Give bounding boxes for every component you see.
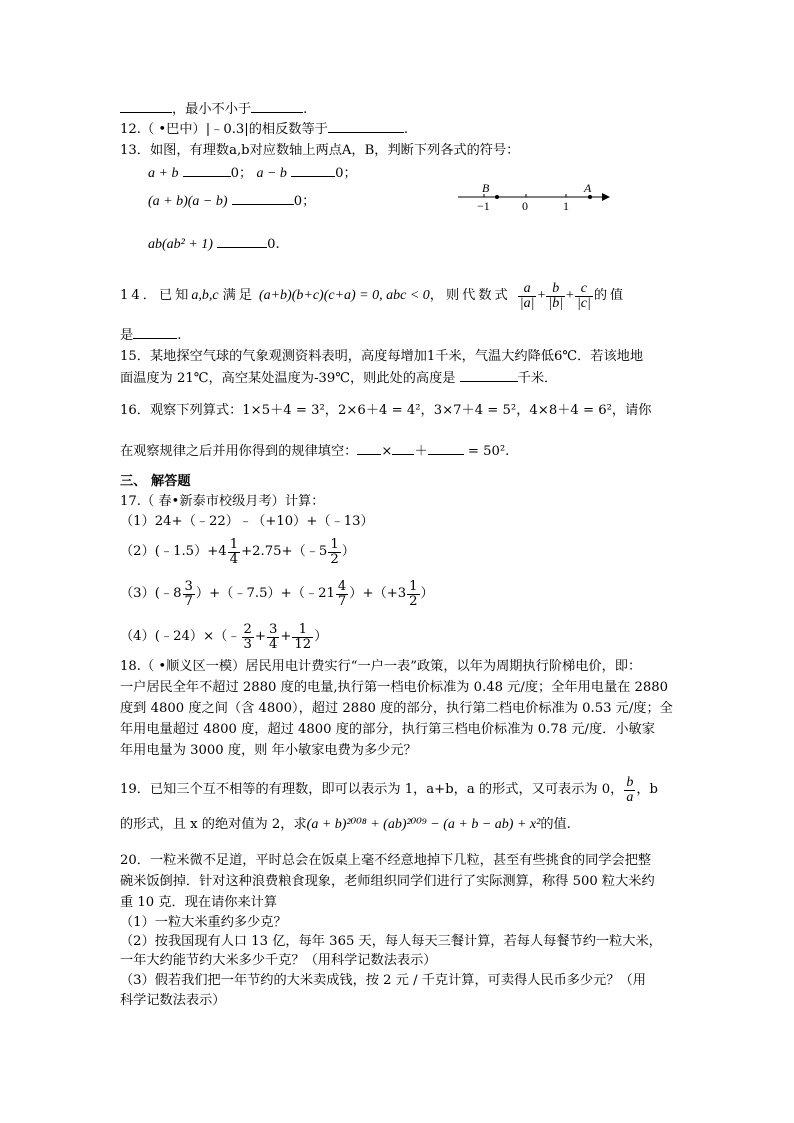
fraction: $\frac{2}{3}$: [243, 621, 252, 652]
q15-text: 面温度为 21℃，高空某处温度为-39℃，则此处的高度是: [120, 371, 456, 386]
q17-text: ）+（﹣7.5）+（﹣21: [195, 586, 335, 601]
q17-text: （3）(﹣8: [120, 586, 182, 601]
answer-blank: [120, 100, 172, 113]
period: .: [177, 328, 182, 343]
section-heading: 三、 解答题: [120, 474, 191, 489]
q12-text: 12.（ •巴中）|﹣0.3|的相反数等于: [120, 122, 328, 137]
q18-line: 度到 4800 度之间（含 4800），超过 2880 度的部分，执行第二档电价标准为 0.53 元/度；全: [120, 701, 673, 716]
q13-expr: a − b: [256, 166, 287, 181]
q19-line1: [120, 770, 658, 810]
answer-blank: [328, 120, 404, 133]
q13-expr: ab(ab² + 1): [148, 237, 213, 252]
answer-blank: [133, 326, 177, 339]
q14-text: ，则代数式: [429, 288, 511, 303]
q11-text: ，最小不小于: [172, 102, 252, 117]
q11-tail-line: [120, 100, 307, 119]
q14-text: 满足: [222, 288, 255, 303]
point-a-label: A: [584, 181, 592, 195]
fraction-a: $\frac{a}{|a|}$: [519, 280, 535, 311]
fraction: $\frac{1}{4}$: [229, 536, 239, 567]
point-b-label: B: [482, 181, 490, 195]
fraction: $\frac{3}{4}$: [268, 621, 278, 652]
q13-expr: a + b: [148, 166, 179, 181]
q13-intro: 13．如图，有理数a,b对应数轴上两点A，B，判断下列各式的符号：: [120, 143, 520, 158]
answer-blank: [217, 235, 267, 248]
q17-op: +: [254, 629, 266, 644]
q19-expression: (a + b)²⁰⁰⁸ + (ab)²⁰⁰⁹ − (a + b − ab) + x²: [306, 817, 541, 832]
q17-part4: [120, 620, 327, 654]
q18-line: 一户居民全年不超过 2880 度的电量,执行第一档电价标准为 0.48 元/度；全年用电量在 2880: [120, 680, 669, 695]
answer-blank: [232, 192, 294, 205]
q15-line2: [120, 369, 557, 388]
q13-sign: 0；: [335, 166, 357, 181]
q14-line: 14．已知 a,b,c 满足 (a+b)(b+c)(c+a) = 0, abc < 0 ，则代数式 $\frac{a}{|a|}$ + $\frac{b}{|b|}$ + $\frac{c}{|c|}$ 的值: [120, 276, 626, 316]
q17-part1: （1）24+（﹣22）﹣（+10）+（﹣13）: [120, 514, 374, 529]
q19-text: 19．已知三个互不相等的有理数，即可以表示为 1，a+b，a 的形式，又可表示为 0，: [120, 782, 624, 797]
q20-line: 碗米饭倒掉．针对这种浪费粮食现象，老师组织同学们进行了实际测算，称得 500 粒大米约: [120, 874, 655, 889]
q18-line: 年用电量超过 4800 度，超过 4800 度的部分，执行第三档电价标准为 0.78 元/度．小敏家: [120, 722, 655, 737]
q20-part: 一年大约能节约大米多少千克？（用科学记数法表示）: [120, 953, 437, 968]
q20-line: 重 10 克．现在请你来计算: [120, 895, 278, 910]
fraction: $\frac{4}{7}$: [337, 578, 347, 609]
q13-row1: [148, 164, 357, 183]
tick-label: 1: [563, 199, 569, 213]
q18-line: 18.（ •顺义区一模）居民用电计费实行“一户一表”政策，以年为周期执行阶梯电价，即：: [120, 659, 642, 674]
q13-row2: [148, 192, 315, 211]
q14-vars: a,b,c: [191, 288, 219, 303]
q19-text: 的值.: [540, 817, 571, 832]
q16-line1: 16．观察下列算式：1×5＋4 = 3²，2×6＋4 = 4²，3×7＋4 = 5²，4×8＋4 = 6²，请你: [120, 403, 652, 418]
q20-part: （1）一粒大米重约多少克？: [120, 915, 287, 930]
q13-row3: [148, 235, 280, 254]
answer-blank: [251, 100, 303, 113]
q13-expr: (a + b)(a − b): [148, 194, 228, 209]
q20-part: 科学记数法表示）: [120, 993, 226, 1008]
fraction-b: $\frac{b}{|b|}$: [548, 280, 564, 311]
number-line-figure: [452, 180, 612, 214]
q16-op: = 50².: [467, 444, 510, 459]
q17-text: （2）(﹣1.5）+4: [120, 544, 227, 559]
q14-line2: [120, 326, 181, 345]
q17-text: ）+（+3: [349, 586, 407, 601]
q13-sign: 0；: [230, 166, 253, 181]
answer-blank: [183, 164, 231, 177]
period: .: [303, 102, 308, 117]
q17-text: ）: [341, 544, 355, 559]
fraction-c: $\frac{c}{|c|}$: [576, 280, 591, 311]
q17-text: +2.75+（﹣5: [241, 544, 328, 559]
answer-blank: [460, 369, 518, 382]
q14-condition: (a+b)(b+c)(c+a) = 0, abc < 0: [258, 288, 430, 303]
q15-text: 千米．: [517, 371, 558, 386]
period: .: [403, 122, 409, 137]
q17-part2: [120, 535, 355, 569]
q16-op: ×: [381, 444, 393, 459]
q13-sign: 0；: [293, 194, 316, 209]
q17-op: +: [280, 629, 292, 644]
fraction: $\frac{1}{12}$: [294, 621, 312, 652]
answer-blank: [392, 442, 414, 455]
q15-line1: 15．某地探空气球的气象观测资料表明，高度每增加1千米，气温大约降低6℃．若该地地: [120, 349, 644, 364]
q17-text: （4）(﹣24）×（﹣: [120, 629, 241, 644]
q16-text: 在观察规律之后并用你得到的规律填空：: [120, 444, 358, 459]
q12-line: [120, 120, 408, 139]
fraction: $\frac{1}{2}$: [409, 578, 418, 609]
fraction: $\frac{1}{2}$: [330, 536, 339, 567]
q14-text: 14．已知: [120, 288, 192, 303]
q14-text: 是: [120, 328, 134, 343]
q17-part3: [120, 577, 434, 611]
q17-text: ）: [420, 586, 434, 601]
q20-part: （3）假若我们把一年节约的大米卖成钱，按 2 元 / 千克计算，可卖得人民币多少元？（用: [120, 973, 646, 988]
q19-line2: [120, 816, 571, 834]
q19-text: ，b: [636, 782, 658, 797]
fraction: $\frac{3}{7}$: [184, 578, 193, 609]
answer-blank: [357, 442, 381, 455]
q20-part: （2）按我国现有人口 13 亿，每年 365 天，每人每天三餐计算，若每人每餐节约一粒大米，: [120, 934, 662, 949]
q20-line: 20．一粒米微不足道，平时总会在饭桌上毫不经意地掉下几粒，甚至有些挑食的同学会把整: [120, 853, 652, 868]
q17-title: 17.（ 春•新泰市校级月考）计算：: [120, 494, 325, 509]
answer-blank: [428, 442, 464, 455]
q16-op: ＋: [414, 444, 428, 459]
q13-sign: 0.: [267, 237, 280, 252]
q18-line: 年用电量为 3000 度，则 年小敏家电费为多少元？: [120, 743, 417, 758]
q17-text: ）: [314, 629, 328, 644]
q16-line2: [120, 442, 509, 461]
answer-blank: [291, 164, 335, 177]
tick-label: 0: [522, 199, 528, 213]
tick-label: −1: [477, 199, 490, 213]
q14-text: 的值: [593, 288, 627, 303]
q19-text: 的形式，且 x 的绝对值为 2，求: [120, 817, 307, 832]
fraction: $\frac{b}{a}$: [626, 774, 634, 805]
